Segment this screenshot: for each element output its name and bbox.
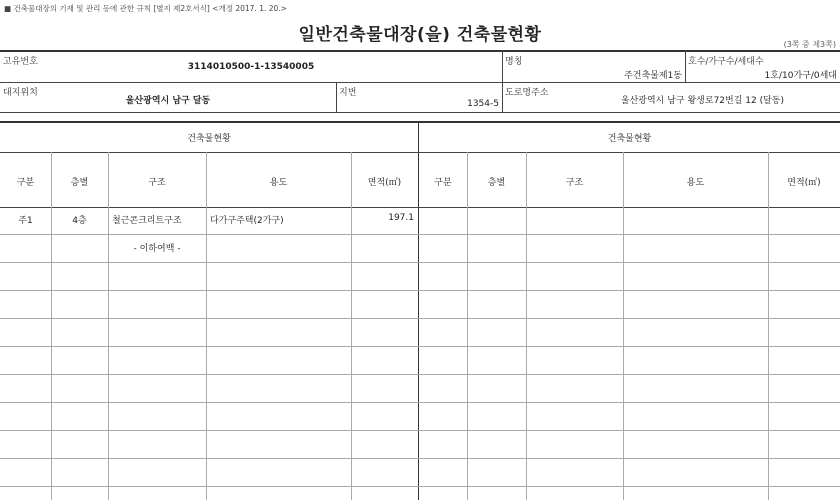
units-value: 1호/10가구/0세대 (764, 71, 837, 81)
road-value: 울산광역시 남구 왕생로72번길 12 (달동) (620, 96, 784, 106)
site-label: 대지위치 (3, 88, 38, 98)
row-use: 다가구주택(2가구) (210, 216, 284, 226)
lot-cell (336, 83, 502, 112)
section-title-left: 건축물현황 (187, 134, 231, 144)
col-floor-left: 층별 (70, 178, 89, 188)
row-structure: 철근콘크리트구조 (112, 216, 182, 226)
col-structure-right: 구조 (565, 178, 584, 188)
name-cell (502, 52, 685, 82)
id-cell (0, 52, 502, 82)
section-title-right: 건축물현황 (607, 134, 652, 144)
name-value: 주건축물제1동 (624, 71, 682, 81)
col-structure-left: 구조 (148, 178, 166, 188)
page-indicator: (3쪽 중 제3쪽) (783, 40, 836, 49)
col-floor-right: 층별 (487, 178, 506, 188)
name-label: 명칭 (505, 57, 523, 67)
page-title: 일반건축물대장(을) 건축물현황 (298, 25, 542, 45)
row-kind: 주1 (18, 216, 33, 226)
row-floor: 4층 (72, 216, 87, 226)
road-label: 도로명주소 (505, 88, 549, 98)
col-kind-right: 구분 (434, 178, 452, 188)
site-cell (0, 83, 336, 112)
col-use-right: 용도 (686, 178, 705, 188)
row-area: 197.1 (388, 213, 414, 223)
col-kind-left: 구분 (16, 178, 35, 188)
col-area-left: 면적(㎡) (367, 178, 402, 188)
units-cell (685, 52, 840, 82)
site-value: 울산광역시 남구 달동 (125, 96, 211, 106)
col-area-right: 면적(㎡) (787, 178, 821, 188)
road-cell (502, 83, 840, 112)
col-use-left: 용도 (269, 178, 288, 188)
lot-label: 지번 (339, 88, 357, 98)
form-regulation-note: ■ 건축물대장의 기재 및 관리 등에 관한 규칙 [별지 제2호서식] <개정 2017. 1. 20.> (4, 4, 287, 13)
id-label: 고유번호 (3, 57, 38, 67)
id-value: 3114010500-1-13540005 (187, 62, 315, 72)
blank-below-marker: - 이하여백 - (133, 244, 181, 254)
units-label: 호수/가구수/세대수 (688, 57, 764, 67)
lot-value: 1354-5 (467, 99, 499, 109)
